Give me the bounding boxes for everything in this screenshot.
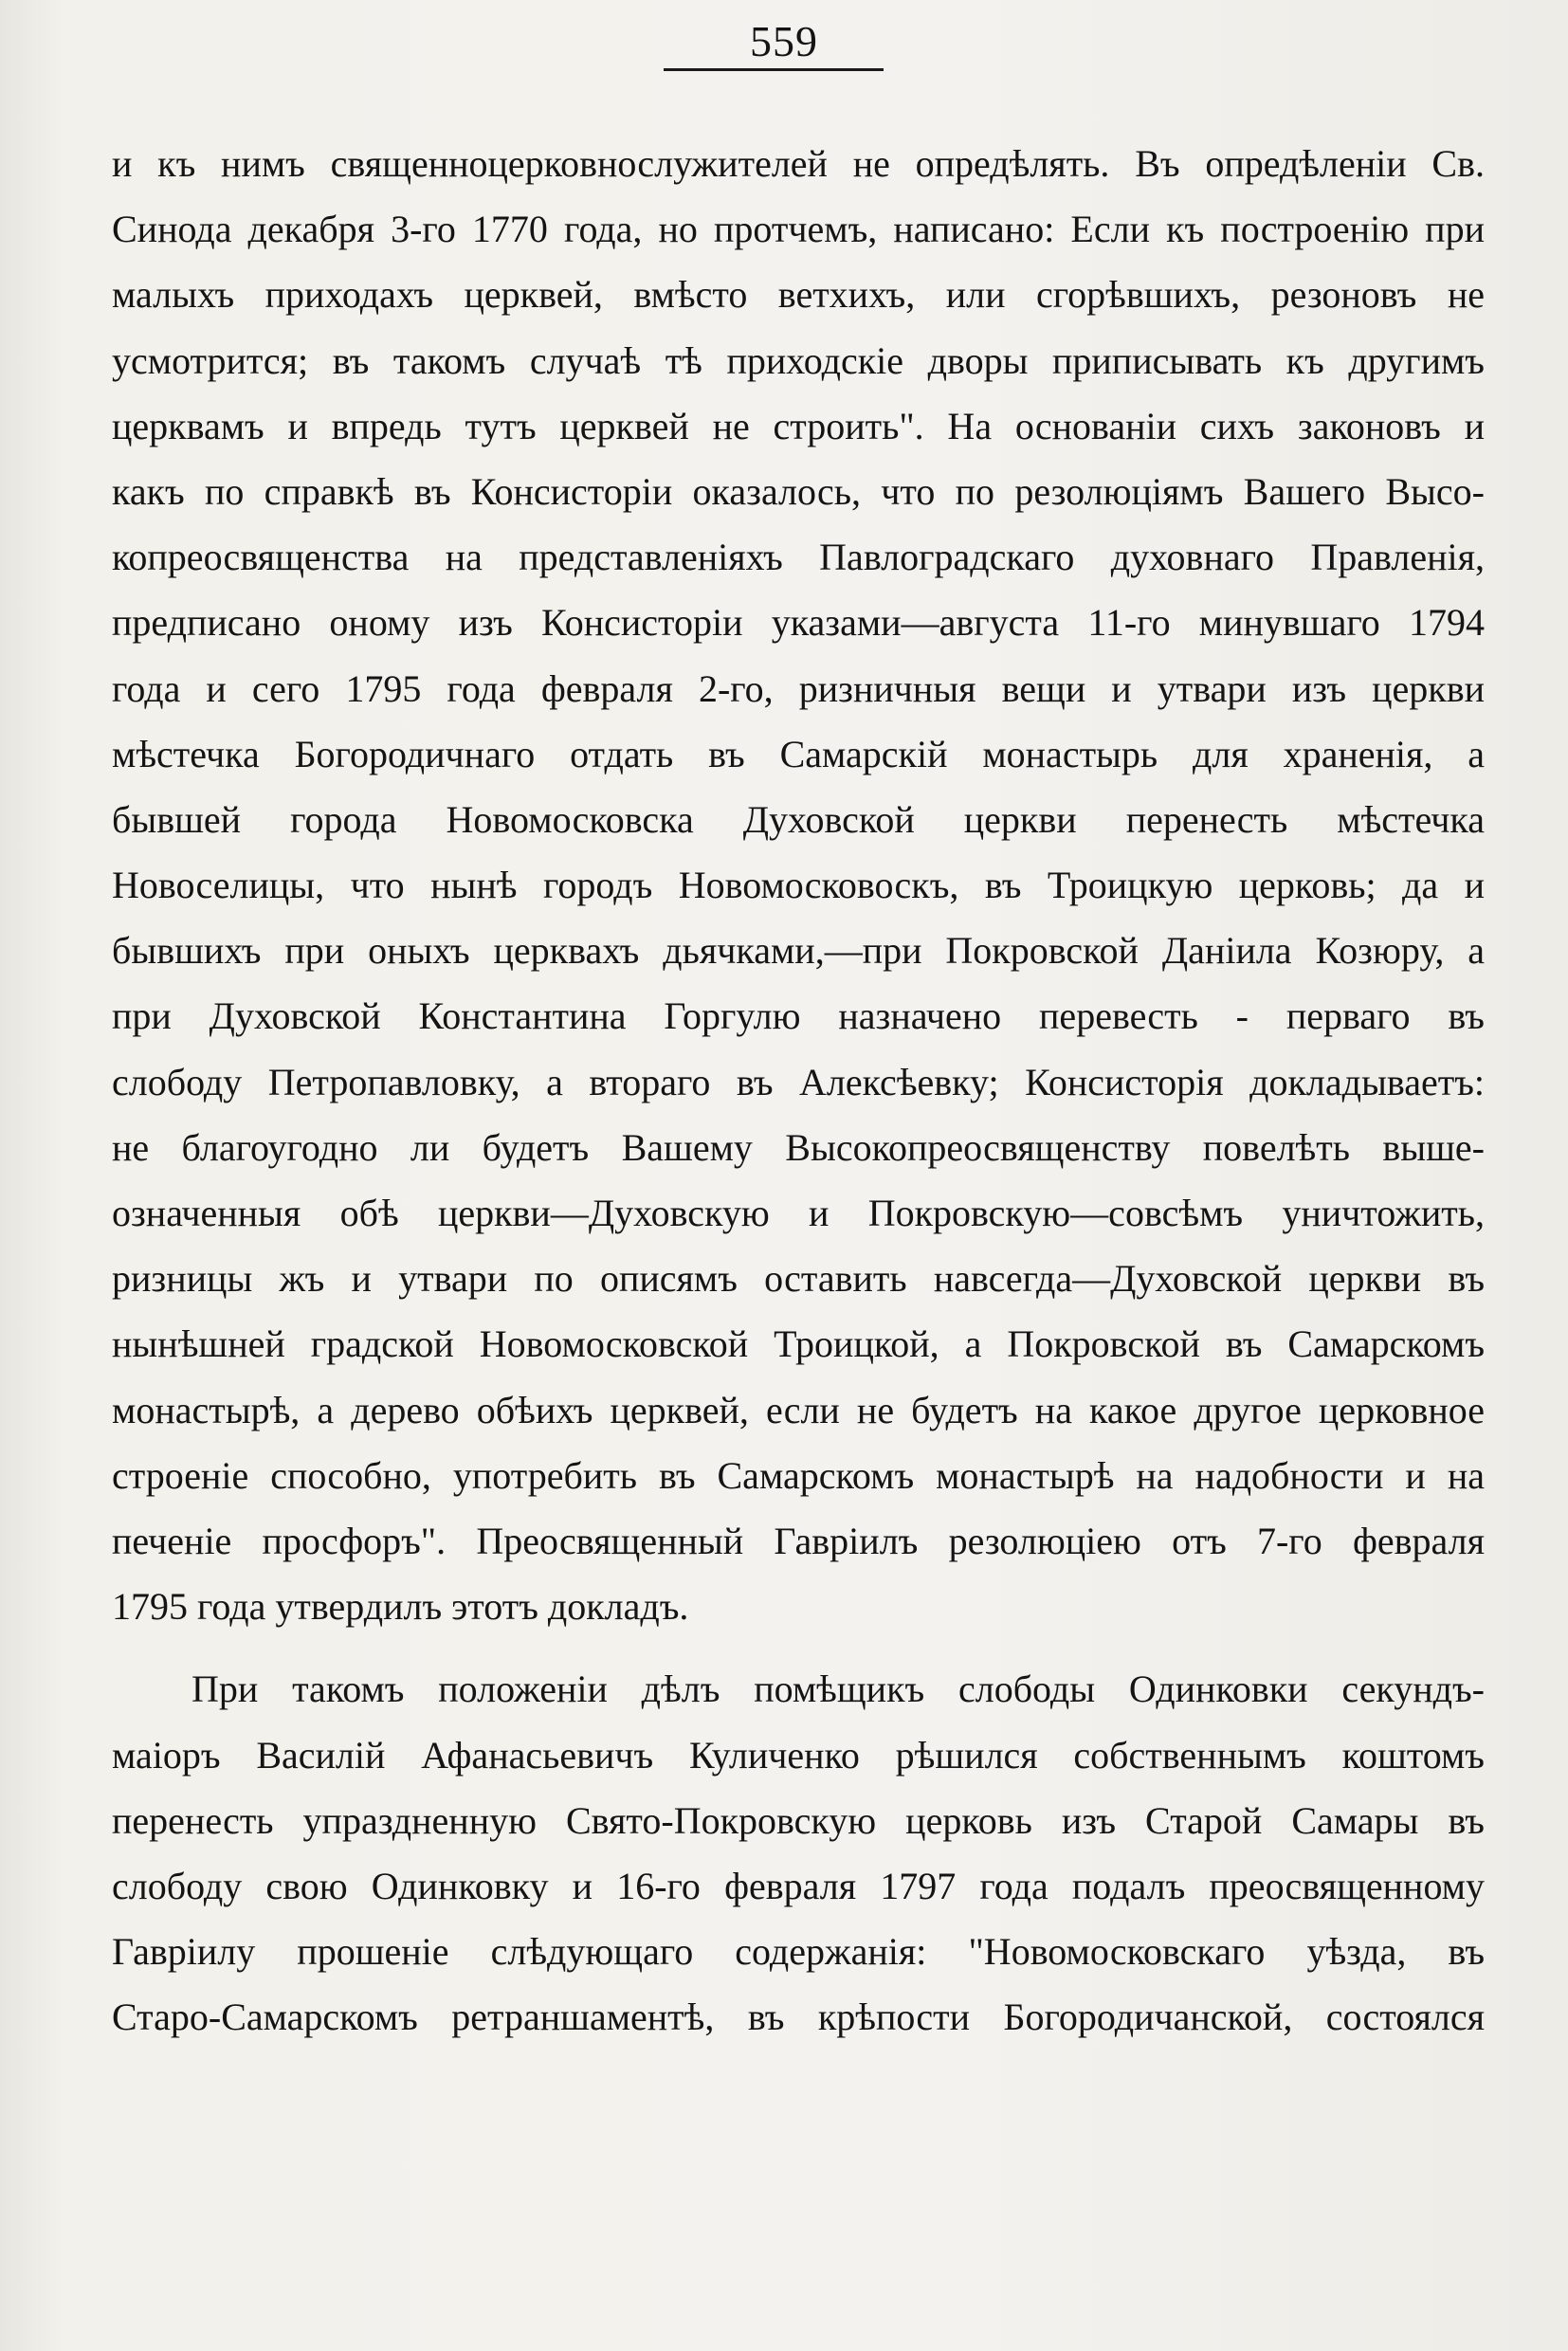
text-line: года и сего 1795 года февраля 2-го, ризничныя вещи и утвари изъ церкви — [112, 666, 1485, 710]
page-header — [0, 13, 1568, 70]
paragraph-gap — [112, 1639, 1485, 1656]
text-line: перенесть упраздненную Свято-Покровскую церковь изъ Старой Самары въ — [112, 1798, 1485, 1842]
text-line: бывшей города Новомосковска Духовской церкви перенесть мѣстечка — [112, 797, 1485, 841]
text-line: усмотрится; въ такомъ случаѣ тѣ приходскіе дворы приписывать къ другимъ — [112, 338, 1485, 382]
text-line: и къ нимъ священноцерковнослужителей не опредѣлять. Въ опредѣленіи Св. — [112, 142, 1485, 185]
text-line: при Духовской Константина Горгулю назначено перевесть - перваго въ — [112, 994, 1485, 1038]
text-line: Гавріилу прошеніе слѣдующаго содержанія: "Новомосковскаго уѣзда, въ — [112, 1930, 1485, 1974]
text-line: ризницы жъ и утвари по описямъ оставить навсегда—Духовской церкви въ — [112, 1257, 1485, 1301]
text-line: какъ по справкѣ въ Консисторіи оказалось, что по резолюціямъ Вашего Высо- — [112, 469, 1485, 513]
page-number: 559 — [750, 17, 818, 65]
text-line: бывшихъ при оныхъ церквахъ дьячками,—при Покровской Даніила Козюру, а — [112, 929, 1485, 973]
text-line: не благоугодно ли будетъ Вашему Высокопреосвященству повелѣть выше- — [112, 1125, 1485, 1169]
text-line: 1795 года утвердилъ этотъ докладъ. — [112, 1585, 689, 1629]
text-line: Старо-Самарскомъ ретраншаментѣ, въ крѣпости Богородичанской, состоялся — [112, 1996, 1485, 2039]
header-rule — [664, 68, 884, 71]
text-line: копреосвященства на представленіяхъ Павлоградскаго духовнаго Правленія, — [112, 536, 1485, 579]
text-line: слободу Петропавловку, а втораго въ Алексѣевку; Консисторія докладываетъ: — [112, 1060, 1485, 1103]
text-line: печеніе просфоръ". Преосвященный Гавріилъ резолюціею отъ 7-го февраля — [112, 1519, 1485, 1562]
text-line: церквамъ и впредь тутъ церквей не строить". На основаніи сихъ законовъ и — [112, 404, 1485, 447]
text-line: мѣстечка Богородичнаго отдать въ Самарскій монастырь для храненія, а — [112, 732, 1485, 775]
text-line: маіоръ Василій Афанасьевичъ Куличенко рѣшился собственнымъ коштомъ — [112, 1733, 1485, 1777]
page-body — [112, 131, 1485, 2050]
paragraph — [112, 131, 1485, 1639]
text-line: слободу свою Одинковку и 16-го февраля 1797 года подалъ преосвященному — [112, 1864, 1485, 1907]
text-line: Синода декабря 3-го 1770 года, но протчемъ, написано: Если къ построенію при — [112, 208, 1485, 251]
text-line: нынѣшней градской Новомосковской Троицкой, а Покровской въ Самарскомъ — [112, 1322, 1485, 1366]
text-line: предписано оному изъ Консисторіи указами—августа 11-го минувшаго 1794 — [112, 601, 1485, 645]
text-line: означенныя обѣ церкви—Духовскую и Покровскую—совсѣмъ уничтожить, — [112, 1192, 1485, 1234]
text-line: строеніе способно, употребить въ Самарскомъ монастырѣ на надобности и на — [112, 1453, 1485, 1497]
text-line: При такомъ положеніи дѣлъ помѣщикъ слободы Одинковки секундъ- — [191, 1668, 1485, 1711]
text-line: Новоселицы, что нынѣ городъ Новомосковоскъ, въ Троицкую церковь; да и — [112, 864, 1485, 907]
paragraph — [112, 1656, 1485, 2050]
text-line: монастырѣ, а дерево обѣихъ церквей, если не будетъ на какое другое церковное — [112, 1388, 1485, 1431]
text-line: малыхъ приходахъ церквей, вмѣсто ветхихъ, или сгорѣвшихъ, резоновъ не — [112, 273, 1485, 317]
